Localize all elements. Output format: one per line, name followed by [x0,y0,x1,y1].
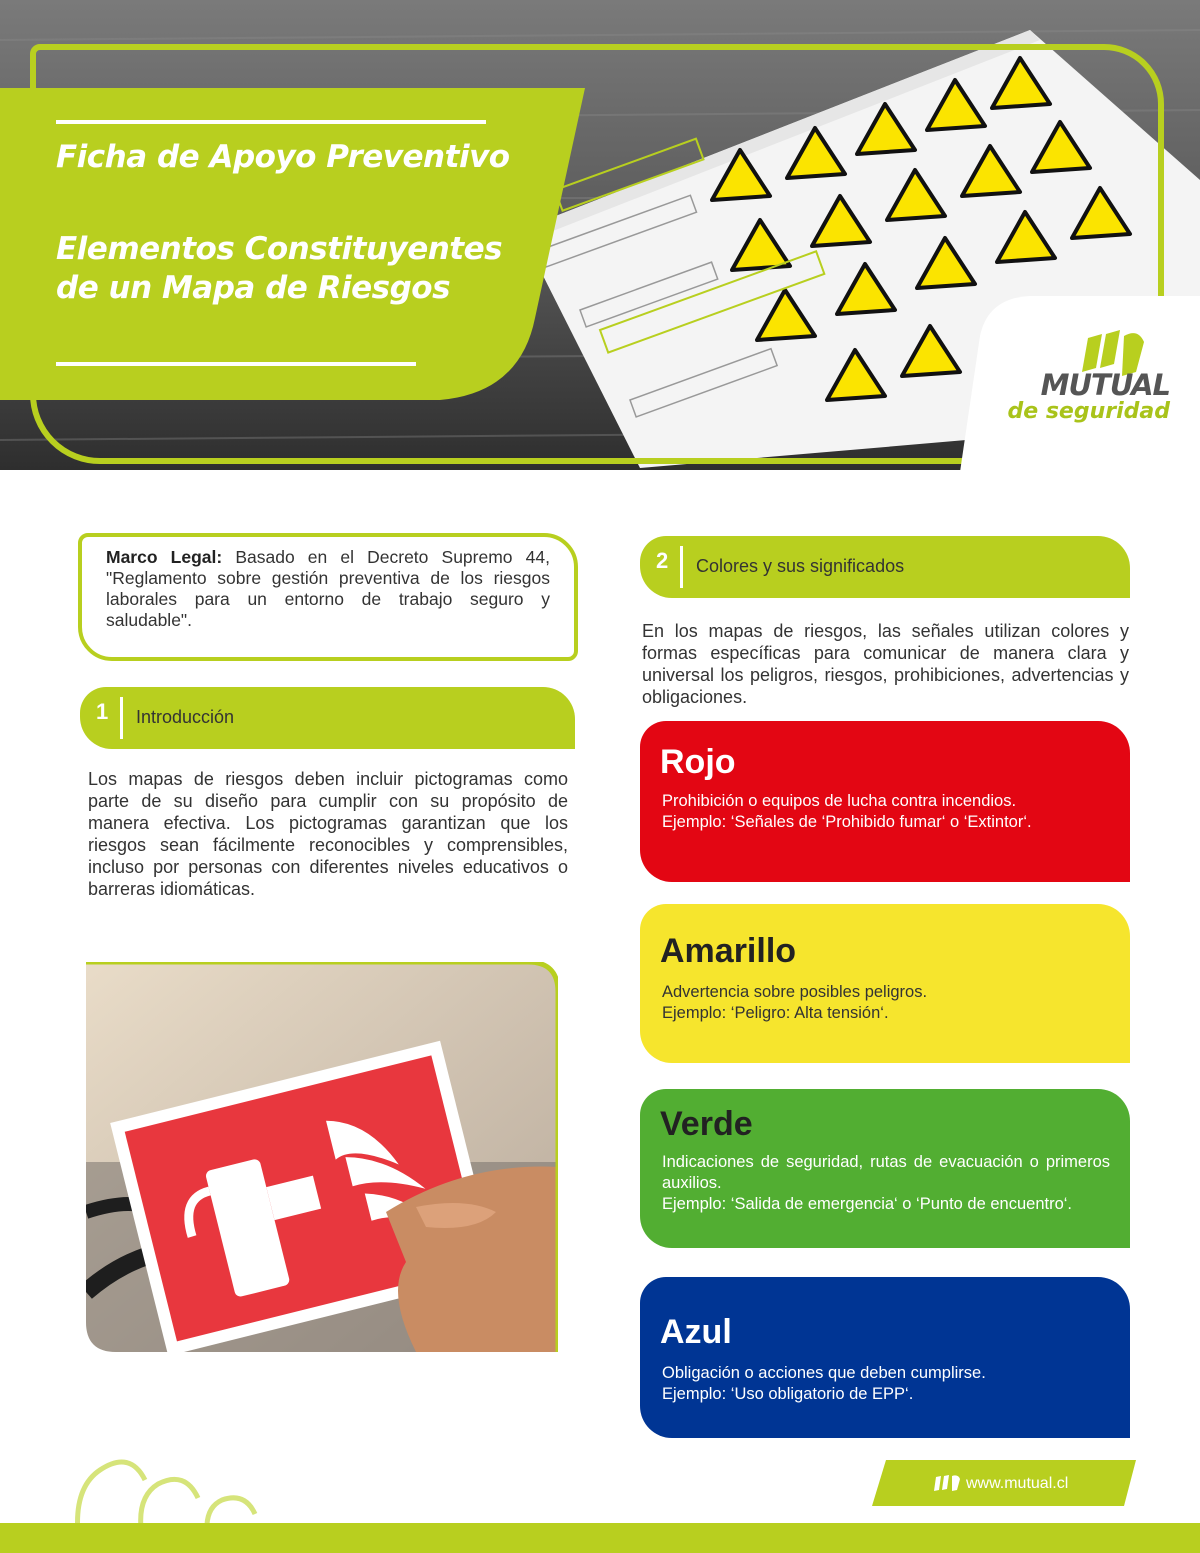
section-1-number: 1 [96,699,109,724]
color-red-description: Prohibición o equipos de lucha contra incendios. Ejemplo: ‘Señales de ‘Prohibido fumar‘ o ‘Extintor‘. [662,792,1032,831]
section-2-divider [680,546,683,588]
color-blue-title: Azul [660,1313,732,1351]
introduction-body: Los mapas de riesgos deben incluir pictogramas como parte de su diseño para cumplir con su propósito de manera efectiva. Los pictogramas garantizan que los riesgos sean fácilmente reconocibles y comprensibles, incluso por personas con diferentes niveles educativos o barreras idiomáticas. [88,769,568,899]
section-1-divider [120,697,123,739]
section-2-number: 2 [656,548,669,573]
legal-framework-box [78,533,578,661]
document-kicker: Ficha de Apoyo Preventivo [56,139,510,175]
color-blue-description: Obligación o acciones que deben cumplirse. Ejemplo: ‘Uso obligatorio de EPP‘. [662,1364,986,1403]
color-yellow-description: Advertencia sobre posibles peligros. Ejemplo: ‘Peligro: Alta tensión‘. [662,983,928,1022]
color-green-title: Verde [660,1105,753,1143]
document-title: Elementos Constituyentes de un Mapa de Riesgos [56,231,503,306]
legal-label: Marco Legal: [106,547,223,567]
legal-framework-text [106,547,550,631]
colors-intro-body: En los mapas de riesgos, las señales utilizan colores y formas específicas para comunicar de manera clara y universal los peligros, riesgos, prohibiciones, advertencias y obligaciones. [642,621,1129,707]
mutual-logo: MUTUAL de seguridad [1007,368,1170,424]
fire-extinguisher-sign-photo [86,962,558,1352]
section-2-header [640,536,1130,598]
color-red-title: Rojo [660,743,736,781]
color-card-yellow [640,904,1130,1063]
section-1-title: Introducción [136,707,235,727]
color-green-description: Indicaciones de seguridad, rutas de evacuación o primeros auxilios. Ejemplo: ‘Salida de emergencia‘ o ‘Punto de encuentro‘. [662,1153,1110,1213]
bottom-bar [0,1523,1200,1553]
website-link[interactable]: www.mutual.cl [966,1475,1069,1492]
title-rule-top [56,120,486,124]
color-yellow-title: Amarillo [660,932,797,970]
color-card-blue [640,1277,1130,1438]
header-banner [0,0,1200,470]
mutual-small-logo-icon [934,1475,962,1491]
title-rule-bottom [56,362,416,366]
section-1-header [80,687,575,749]
color-card-red [640,721,1130,882]
color-card-green [640,1089,1130,1248]
legal-body: Basado en el Decreto Supremo 44, "Reglamento sobre gestión preventiva de los riesgos laborales para un entorno de trabajo seguro y saludable". [106,547,550,630]
section-2-title: Colores y sus significados [696,556,905,576]
